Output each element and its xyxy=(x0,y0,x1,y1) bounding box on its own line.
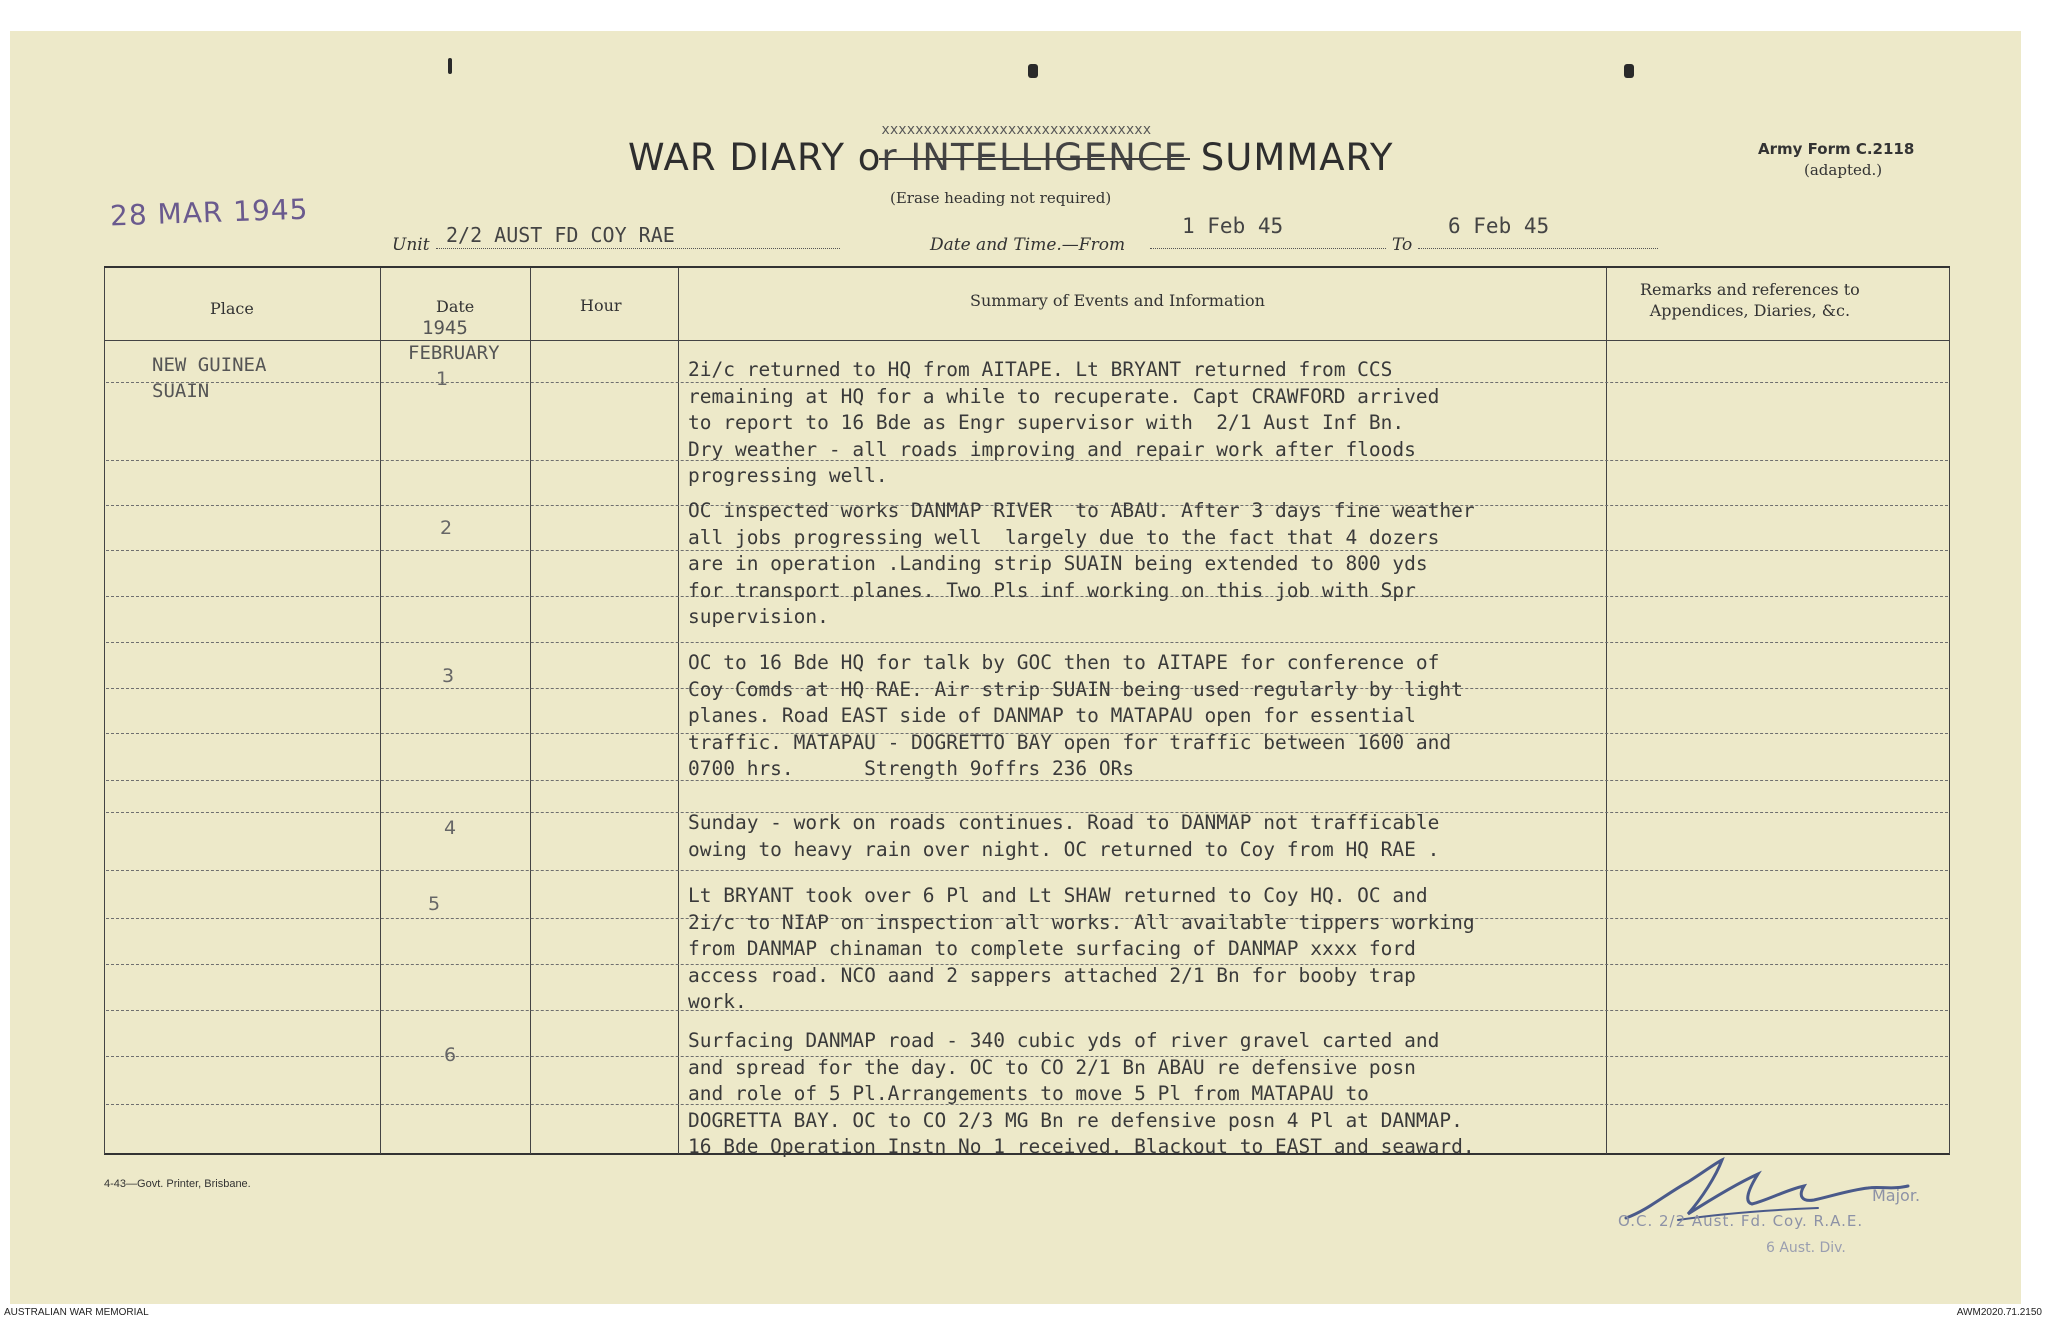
day-number: 3 xyxy=(442,665,455,687)
column-divider xyxy=(104,268,105,1154)
unit-label: Unit xyxy=(392,235,430,255)
to-dotted-line xyxy=(1418,248,1658,249)
punch-mark xyxy=(448,58,452,74)
day-number: 6 xyxy=(444,1044,457,1066)
punch-mark xyxy=(1624,64,1634,78)
diary-entry: 2i/c returned to HQ from AITAPE. Lt BRYANT returned from CCS remaining at HQ for a while to recuperate. Capt CRAWFORD arrived to report to 16 Bde as Engr supervisor with 2/1 Aust Inf Bn. Dry weather - all roads improving and repair work after floods progressing well. xyxy=(688,358,1440,487)
row-rule xyxy=(106,870,1948,871)
diary-entry: Surfacing DANMAP road - 340 cubic yds of river gravel carted and and spread for the day. OC to CO 2/1 Bn ABAU re defensive posn and role of 5 Pl.Arrangements to move 5 Pl from MATAPAU to DOGRETTA BAY. OC to CO 2/3 MG Bn re defensive posn 4 Pl at DANMAP. 16 Bde Operation Instn No 1 received. Blackout to EAST and seaward. xyxy=(688,1029,1475,1158)
column-divider xyxy=(530,268,531,1154)
month-value: FEBRUARY xyxy=(408,342,500,364)
title-struck-part xyxy=(881,122,1189,179)
column-divider xyxy=(380,268,381,1154)
from-dotted-line xyxy=(1150,248,1386,249)
place-value: NEW GUINEA SUAIN xyxy=(152,354,267,402)
unit-dotted-line xyxy=(436,248,840,249)
form-title xyxy=(628,122,1394,179)
day-number: 5 xyxy=(428,893,441,915)
year-value: 1945 xyxy=(422,317,468,339)
date-from-label: Date and Time.—From xyxy=(930,235,1126,255)
archive-reference: AWM2020.71.2150 xyxy=(1956,1307,2042,1318)
day-number: 2 xyxy=(440,517,453,539)
column-header-summary: Summary of Events and Information xyxy=(970,291,1265,310)
column-divider xyxy=(678,268,679,1154)
remarks-header-line2: Appendices, Diaries, &c. xyxy=(1649,301,1851,320)
day-number: 4 xyxy=(444,817,457,839)
archive-footer-bar xyxy=(0,1304,2048,1321)
column-header-remarks xyxy=(1640,279,1860,321)
signature-position: O.C. 2/2 Aust. Fd. Coy. R.A.E. xyxy=(1618,1212,1864,1230)
column-header-hour: Hour xyxy=(580,296,622,315)
row-rule xyxy=(106,642,1948,643)
column-header-date: Date xyxy=(436,297,475,316)
column-header-place: Place xyxy=(210,299,254,318)
diary-entry: Sunday - work on roads continues. Road to DANMAP not trafficable owing to heavy rain over night. OC returned to Coy from HQ RAE . xyxy=(688,811,1440,861)
signature-rank: Major. xyxy=(1872,1186,1921,1205)
erase-note: (Erase heading not required) xyxy=(890,189,1112,207)
archive-name: AUSTRALIAN WAR MEMORIAL xyxy=(4,1307,149,1318)
diary-entry: OC to 16 Bde HQ for talk by GOC then to AITAPE for conference of Coy Comds at HQ RAE. Air strip SUAIN being used regularly by light planes. Road EAST side of DANMAP to MATAPAU open for essential traffic. MATAPAU - DOGRETTO BAY open for traffic between 1600 and 0700 hrs. Strength 9offrs 236 ORs xyxy=(688,651,1463,780)
signature-division: 6 Aust. Div. xyxy=(1766,1240,1846,1256)
column-divider xyxy=(1949,268,1950,1154)
title-war-diary: WAR DIARY o xyxy=(628,136,882,179)
date-to-label: To xyxy=(1392,235,1413,255)
strike-x-marks: xxxxxxxxxxxxxxxxxxxxxxxxxxxxxxxx xyxy=(881,122,1152,138)
diary-entry: Lt BRYANT took over 6 Pl and Lt SHAW returned to Coy HQ. OC and 2i/c to NIAP on inspection all works. All available tippers working from DANMAP chinaman to complete surfacing of DANMAP xxxx ford access road. NCO aand 2 sappers attached 2/1 Bn for booby trap work. xyxy=(688,884,1475,1013)
date-from-value: 1 Feb 45 xyxy=(1182,214,1284,238)
date-to-value: 6 Feb 45 xyxy=(1448,214,1550,238)
diary-entry: OC inspected works DANMAP RIVER to ABAU. After 3 days fine weather all jobs progressing well largely due to the fact that 4 dozers are in operation .Landing strip SUAIN being extended to 800 yds for transport planes. Two Pls inf working on this job with Spr supervision. xyxy=(688,499,1475,628)
unit-value: 2/2 AUST FD COY RAE xyxy=(446,223,675,247)
day-number: 1 xyxy=(436,368,449,390)
received-date-stamp: 28 MAR 1945 xyxy=(109,192,309,233)
punch-mark xyxy=(1028,64,1038,78)
printer-note: 4-43—Govt. Printer, Brisbane. xyxy=(104,1178,251,1190)
title-intelligence: r INTELLIGENCE xyxy=(881,136,1189,179)
adapted-note: (adapted.) xyxy=(1804,161,1883,179)
remarks-header-line1: Remarks and references to xyxy=(1640,280,1860,299)
army-form-number: Army Form C.2118 xyxy=(1758,140,1915,158)
title-summary: SUMMARY xyxy=(1188,136,1394,179)
